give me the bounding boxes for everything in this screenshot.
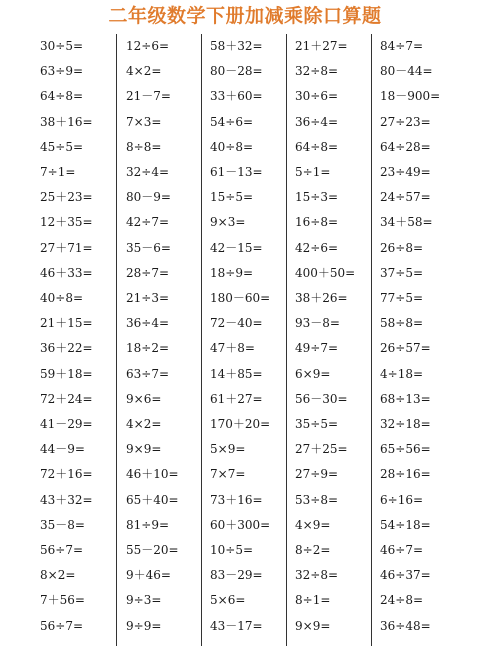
problem: 6÷16= (380, 492, 424, 507)
problem: 9＋46= (126, 568, 171, 583)
problem: 8×2= (40, 568, 76, 583)
problem: 9÷9= (126, 618, 162, 633)
problem: 38＋16= (40, 114, 93, 129)
problem: 5×9= (210, 442, 246, 457)
problem-grid (32, 34, 482, 646)
problem: 35－8= (40, 517, 85, 532)
problem: 32÷8= (295, 64, 339, 79)
problem: 21＋15= (40, 316, 93, 331)
problem: 40÷8= (40, 291, 84, 305)
problem: 54÷6= (210, 114, 254, 129)
problem: 65＋40= (126, 492, 179, 507)
problem: 61－13= (210, 165, 263, 179)
problem: 46＋10= (126, 467, 179, 482)
problem: 24÷57= (380, 190, 431, 205)
problem: 56－30= (295, 391, 348, 406)
problem: 9×9= (295, 618, 331, 633)
problem: 80－9= (126, 190, 171, 205)
problem: 77÷5= (380, 291, 424, 305)
problem: 24÷8= (380, 593, 424, 608)
problem: 65÷56= (380, 442, 431, 457)
problem: 9×3= (210, 215, 246, 230)
problem: 8÷1= (295, 593, 331, 608)
problem-column-5 (380, 34, 470, 646)
problem: 9×6= (126, 391, 162, 406)
problem: 64÷8= (295, 139, 339, 154)
problem: 81÷9= (126, 517, 170, 532)
problem: 42－15= (210, 240, 263, 255)
problem: 60＋300= (210, 517, 271, 532)
problem: 49÷7= (295, 341, 339, 356)
problem: 30÷5= (40, 39, 84, 53)
problem: 170＋20= (210, 417, 271, 431)
problem: 6×9= (295, 366, 331, 381)
problem: 63÷7= (126, 366, 170, 381)
problem: 15÷5= (210, 190, 254, 205)
problem: 42÷6= (295, 240, 339, 255)
problem: 42÷7= (126, 215, 170, 230)
problem: 46÷37= (380, 568, 431, 583)
problem: 73＋16= (210, 492, 263, 507)
problem: 4×9= (295, 517, 331, 532)
problem: 26÷8= (380, 240, 424, 255)
problem: 28÷7= (126, 265, 170, 280)
problem: 12÷6= (126, 39, 170, 53)
problem: 58÷8= (380, 316, 424, 331)
problem: 4×2= (126, 417, 162, 431)
problem: 36÷48= (380, 618, 431, 633)
problem: 56÷7= (40, 618, 84, 633)
problem: 36÷4= (126, 316, 170, 331)
problem: 45÷5= (40, 139, 84, 154)
problem: 72－40= (210, 316, 263, 331)
problem: 54÷18= (380, 517, 431, 532)
problem-column-2 (126, 34, 216, 646)
problem: 7×7= (210, 467, 246, 482)
problem: 27＋25= (295, 442, 348, 457)
problem: 8÷2= (295, 543, 331, 557)
problem: 180－60= (210, 291, 271, 305)
problem: 35÷5= (295, 417, 339, 431)
problem: 9×9= (126, 442, 162, 457)
problem: 15÷3= (295, 190, 339, 205)
problem: 44－9= (40, 442, 85, 457)
problem: 4÷18= (380, 366, 424, 381)
problem: 37÷5= (380, 265, 424, 280)
problem: 27＋71= (40, 240, 93, 255)
problem: 53÷8= (295, 492, 339, 507)
problem: 56÷7= (40, 543, 84, 557)
problem: 41－29= (40, 417, 93, 431)
problem: 36÷4= (295, 114, 339, 129)
problem: 58＋32= (210, 39, 263, 53)
problem: 14＋85= (210, 366, 263, 381)
problem: 18÷9= (210, 265, 254, 280)
problem: 83－29= (210, 568, 263, 583)
problem: 21＋27= (295, 39, 348, 53)
problem: 93－8= (295, 316, 340, 331)
problem: 7÷1= (40, 165, 76, 179)
problem: 8÷8= (126, 139, 162, 154)
problem: 27÷9= (295, 467, 339, 482)
problem: 63÷9= (40, 64, 84, 79)
problem: 35－6= (126, 240, 171, 255)
problem: 40÷8= (210, 139, 254, 154)
problem-column-3 (210, 34, 300, 646)
problem: 46＋33= (40, 265, 93, 280)
problem: 68÷13= (380, 391, 431, 406)
problem: 80－28= (210, 64, 263, 79)
problem: 46÷7= (380, 543, 424, 557)
problem: 72＋16= (40, 467, 93, 482)
worksheet-title: 二年级数学下册加减乘除口算题 (108, 5, 382, 27)
problem: 4×2= (126, 64, 162, 79)
problem: 18－900= (380, 89, 441, 104)
problem: 84÷7= (380, 39, 424, 53)
problem: 43－17= (210, 618, 263, 633)
problem: 5×6= (210, 593, 246, 608)
problem: 5÷1= (295, 165, 331, 179)
problem: 43＋32= (40, 492, 93, 507)
problem: 64÷8= (40, 89, 84, 104)
problem: 18÷2= (126, 341, 170, 356)
problem: 32÷8= (295, 568, 339, 583)
problem: 7＋56= (40, 593, 85, 608)
problem-column-1 (40, 34, 130, 646)
problem: 72＋24= (40, 391, 93, 406)
problem: 400＋50= (295, 265, 356, 280)
problem: 61＋27= (210, 391, 263, 406)
problem: 12＋35= (40, 215, 93, 230)
problem: 21－7= (126, 89, 171, 104)
problem: 27÷23= (380, 114, 431, 129)
problem: 16÷8= (295, 215, 339, 230)
problem: 9÷3= (126, 593, 162, 608)
problem: 10÷5= (210, 543, 254, 557)
problem: 23÷49= (380, 165, 431, 179)
problem: 26÷57= (380, 341, 431, 356)
problem: 47＋8= (210, 341, 255, 356)
problem: 32÷18= (380, 417, 431, 431)
problem: 30÷6= (295, 89, 339, 104)
problem: 21÷3= (126, 291, 170, 305)
problem: 80－44= (380, 64, 433, 79)
problem: 28÷16= (380, 467, 431, 482)
problem: 55－20= (126, 543, 179, 557)
problem: 59＋18= (40, 366, 93, 381)
problem: 36＋22= (40, 341, 93, 356)
problem: 34＋58= (380, 215, 433, 230)
problem: 64÷28= (380, 139, 431, 154)
problem: 38＋26= (295, 291, 348, 305)
problem: 7×3= (126, 114, 162, 129)
problem: 25＋23= (40, 190, 93, 205)
problem: 33＋60= (210, 89, 263, 104)
problem: 32÷4= (126, 165, 170, 179)
problem-column-4 (295, 34, 385, 646)
